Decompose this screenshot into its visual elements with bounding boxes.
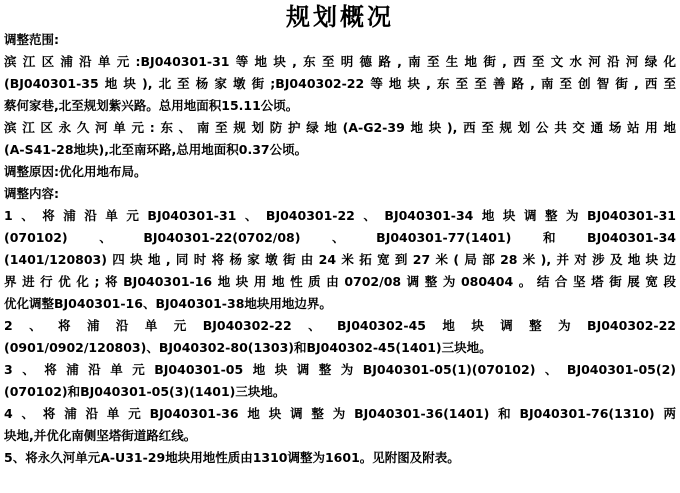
text-line: 滨江区浦沿单元:BJ040301-31等地块,东至明德路,南至生地街,西至文水河沿河绿化 (4, 54, 676, 69)
list-item-line: 3、将浦沿单元BJ040301-05地块调整为BJ040301-05(1)(070102)、BJ040301-05(2) (4, 362, 676, 377)
list-item-line: 优化调整BJ040301-16、BJ040301-38地块用地边界。 (4, 296, 332, 311)
list-item-line: 5、将永久河单元A-U31-29地块用地性质由1310调整为1601。见附图及附表。 (4, 450, 460, 465)
document-title: 规划概况 (286, 3, 394, 31)
list-item-line: 块地,并优化南侧坚塔街道路红线。 (4, 428, 197, 443)
list-item-line: 界进行优化;将BJ040301-16地块用地性质由0702/08调整为080404。结合坚塔街展宽段 (4, 274, 676, 289)
list-item-line: 4、将浦沿单元BJ040301-36地块调整为BJ040301-36(1401)和BJ040301-76(1310)两 (4, 406, 676, 421)
list-item-line: (070102)、BJ040301-22(0702/08)、BJ040301-77(1401)和BJ040301-34 (4, 230, 676, 245)
list-item-line: 2、将浦沿单元BJ040302-22、BJ040302-45地块调整为BJ040302-22 (4, 318, 676, 333)
section-heading-adjustment-scope: 调整范围: (4, 32, 59, 47)
text-line: 蔡何家巷,北至规划紫兴路。总用地面积15.11公顷。 (4, 98, 299, 113)
section-heading-adjustment-content: 调整内容: (4, 186, 59, 201)
text-line: (A-S41-28地块),北至南环路,总用地面积0.37公顷。 (4, 142, 308, 157)
list-item-line: (0901/0902/120803)、BJ040302-80(1303)和BJ040302-45(1401)三块地。 (4, 340, 492, 355)
section-heading-adjustment-reason: 调整原因:优化用地布局。 (4, 164, 147, 179)
text-line: 滨江区永久河单元:东、南至规划防护绿地(A-G2-39地块),西至规划公共交通场站用地 (4, 120, 676, 135)
list-item-line: (1401/120803)四块地,同时将杨家墩街由24米拓宽到27米(局部28米),并对涉及地块边 (4, 252, 676, 267)
list-item-line: 1、将浦沿单元BJ040301-31、BJ040301-22、BJ040301-34地块调整为BJ040301-31 (4, 208, 676, 223)
list-item-line: (070102)和BJ040301-05(3)(1401)三块地。 (4, 384, 286, 399)
text-line: (BJ040301-35地块),北至杨家墩街;BJ040302-22等地块,东至至善路,南至创智街,西至 (4, 76, 676, 91)
